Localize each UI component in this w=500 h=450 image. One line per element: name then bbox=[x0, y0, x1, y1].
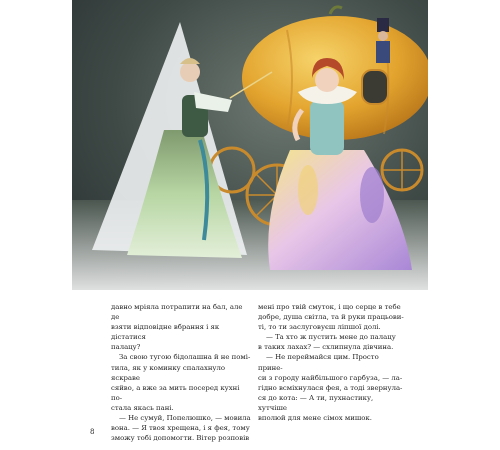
right-text-column bbox=[258, 302, 404, 423]
text-line: палацу? bbox=[111, 343, 141, 352]
text-line: давно мріяла потрапити на бал, але де bbox=[111, 303, 243, 322]
text-line: зможу тобі допомогти. Вітер розповів bbox=[111, 434, 250, 443]
page-number: 8 bbox=[90, 428, 95, 436]
text-line: взяти відповідне вбрання і як дістатися bbox=[111, 323, 220, 342]
text-line: си з городу найбільшого гарбуза, — ла- bbox=[258, 373, 403, 382]
text-line: — Не переймайся цим. Просто прине- bbox=[258, 353, 379, 372]
text-line: мені про твій смуток, і що серце в тебе bbox=[258, 303, 401, 311]
text-line: — Та хто ж пустить мене до палацу bbox=[266, 333, 396, 342]
text-line: ся до кота: — А ти, пухнастику, хутчіше bbox=[258, 393, 374, 412]
text-line: стала якась пані. bbox=[111, 403, 174, 412]
text-line: в таких лахах? — схлипнула дівчина. bbox=[258, 343, 394, 352]
left-text-column bbox=[111, 302, 251, 443]
text-line: ті, то ти заслуговуєш ліпшої долі. bbox=[258, 323, 381, 332]
text-line: тила, як у коминку спалахнуло яскраве bbox=[111, 363, 226, 382]
text-line: гідно всміхнулася фея, а тоді звернула- bbox=[258, 383, 403, 392]
text-line: сяйво, а вже за мить посеред кухні по- bbox=[111, 383, 240, 402]
text-line: — Не сумуй, Попелюшко, — мовила bbox=[119, 414, 251, 423]
text-line: За свою тугою бідолашна й не помі- bbox=[119, 353, 251, 362]
text-line: добре, душа світла, та й руки працьови- bbox=[258, 313, 404, 322]
text-line: вона. — Я твоя хрещена, і я фея, тому bbox=[111, 424, 250, 433]
text-line: вполюй для мене сімох мишок. bbox=[258, 414, 372, 423]
cinderella-fairy-pumpkin-carriage-illustration bbox=[72, 0, 428, 290]
